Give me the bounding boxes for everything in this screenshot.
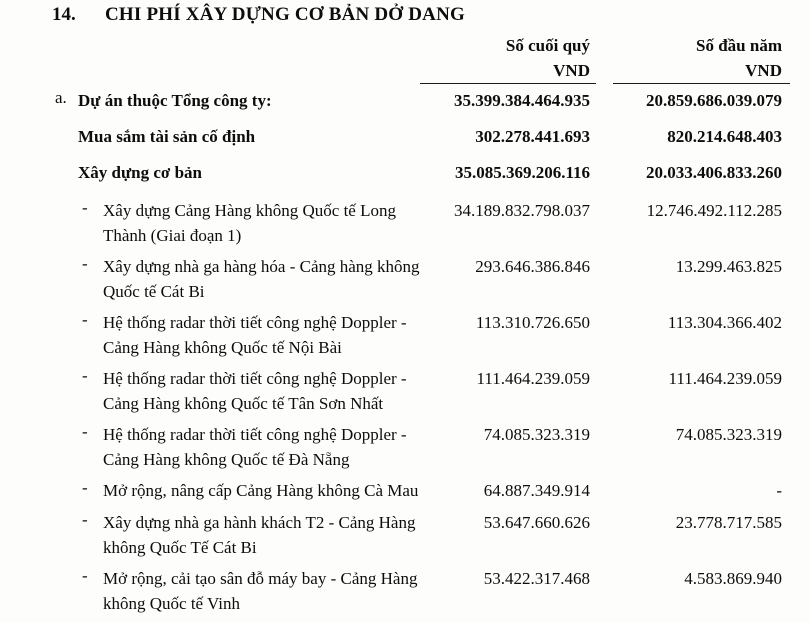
table-row xyxy=(0,88,810,114)
row-value-year: 111.464.239.059 xyxy=(668,369,782,388)
row-value-year: 23.778.717.585 xyxy=(675,513,782,532)
row-value-year: - xyxy=(776,481,782,500)
row-value-quarter: 64.887.349.914 xyxy=(483,481,590,500)
row-spacer xyxy=(0,186,810,198)
row-label: Xây dựng nhà ga hành khách T2 - Cảng Hàng không Quốc Tế Cát Bi xyxy=(103,513,416,557)
row-label: Mở rộng, nâng cấp Cảng Hàng không Cà Mau xyxy=(103,481,419,500)
column-unit-quarter: VND xyxy=(553,61,590,80)
row-label: Xây dựng cơ bản xyxy=(78,163,203,182)
bullet-dash-icon: - xyxy=(82,478,88,497)
row-marker: a. xyxy=(55,88,67,107)
row-value-quarter: 293.646.386.846 xyxy=(475,257,590,276)
table-row xyxy=(0,310,810,360)
bullet-dash-icon: - xyxy=(82,566,88,585)
section-heading xyxy=(0,4,810,34)
bullet-dash-icon: - xyxy=(82,310,88,329)
row-label: Mua sắm tài sản cố định xyxy=(78,127,256,146)
table-row xyxy=(0,198,810,248)
section-number: 14. xyxy=(52,4,76,25)
column-unit-year: VND xyxy=(745,61,782,80)
row-label: Hệ thống radar thời tiết công nghệ Doppler - Cảng Hàng không Quốc tế Đà Nẵng xyxy=(103,425,407,469)
table-row xyxy=(0,254,810,304)
bullet-dash-icon: - xyxy=(82,254,88,273)
header-rule-quarter xyxy=(420,83,596,84)
header-rule-year xyxy=(613,83,790,84)
row-value-year: 113.304.366.402 xyxy=(667,313,782,332)
row-label: Mở rộng, cải tạo sân đỗ máy bay - Cảng Hàng không Quốc tế Vinh xyxy=(103,569,418,613)
row-value-quarter: 35.085.369.206.116 xyxy=(454,163,590,182)
table-row xyxy=(0,366,810,416)
row-spacer xyxy=(0,616,810,622)
row-value-year: 74.085.323.319 xyxy=(675,425,782,444)
row-value-year: 820.214.648.403 xyxy=(667,127,782,146)
column-header-quarter: Số cuối quý xyxy=(505,36,590,55)
row-value-quarter: 74.085.323.319 xyxy=(483,425,590,444)
table-row xyxy=(0,160,810,186)
row-value-quarter: 302.278.441.693 xyxy=(475,127,590,146)
row-value-quarter: 53.422.317.468 xyxy=(483,569,590,588)
row-value-year: 13.299.463.825 xyxy=(675,257,782,276)
table-row xyxy=(0,566,810,616)
cost-table xyxy=(0,88,810,622)
row-value-quarter: 111.464.239.059 xyxy=(476,369,590,388)
row-value-year: 4.583.869.940 xyxy=(684,569,782,588)
row-label: Hệ thống radar thời tiết công nghệ Doppler - Cảng Hàng không Quốc tế Tân Sơn Nhất xyxy=(103,369,407,413)
page-title: CHI PHÍ XÂY DỰNG CƠ BẢN DỞ DANG xyxy=(105,4,465,25)
table-row xyxy=(0,510,810,560)
bullet-dash-icon: - xyxy=(82,422,88,441)
row-label: Hệ thống radar thời tiết công nghệ Doppler - Cảng Hàng không Quốc tế Nội Bài xyxy=(103,313,407,357)
row-value-year: 20.033.406.833.260 xyxy=(646,163,782,182)
row-value-year: 20.859.686.039.079 xyxy=(646,91,782,110)
bullet-dash-icon: - xyxy=(82,366,88,385)
bullet-dash-icon: - xyxy=(82,198,88,217)
row-value-quarter: 113.310.726.650 xyxy=(475,313,590,332)
row-value-quarter: 35.399.384.464.935 xyxy=(454,91,590,110)
column-header-year: Số đầu năm xyxy=(696,36,782,55)
row-value-year: 12.746.492.112.285 xyxy=(646,201,782,220)
row-label: Dự án thuộc Tổng công ty: xyxy=(78,91,272,110)
row-label: Xây dựng Cảng Hàng không Quốc tế Long Thành (Giai đoạn 1) xyxy=(103,201,396,245)
row-value-quarter: 53.647.660.626 xyxy=(483,513,590,532)
row-spacer xyxy=(0,114,810,124)
row-value-quarter: 34.189.832.798.037 xyxy=(454,201,590,220)
row-label: Xây dựng nhà ga hàng hóa - Cảng hàng không Quốc tế Cát Bi xyxy=(103,257,420,301)
bullet-dash-icon: - xyxy=(82,510,88,529)
row-spacer xyxy=(0,150,810,160)
table-row xyxy=(0,478,810,504)
table-row xyxy=(0,124,810,150)
table-row xyxy=(0,422,810,472)
